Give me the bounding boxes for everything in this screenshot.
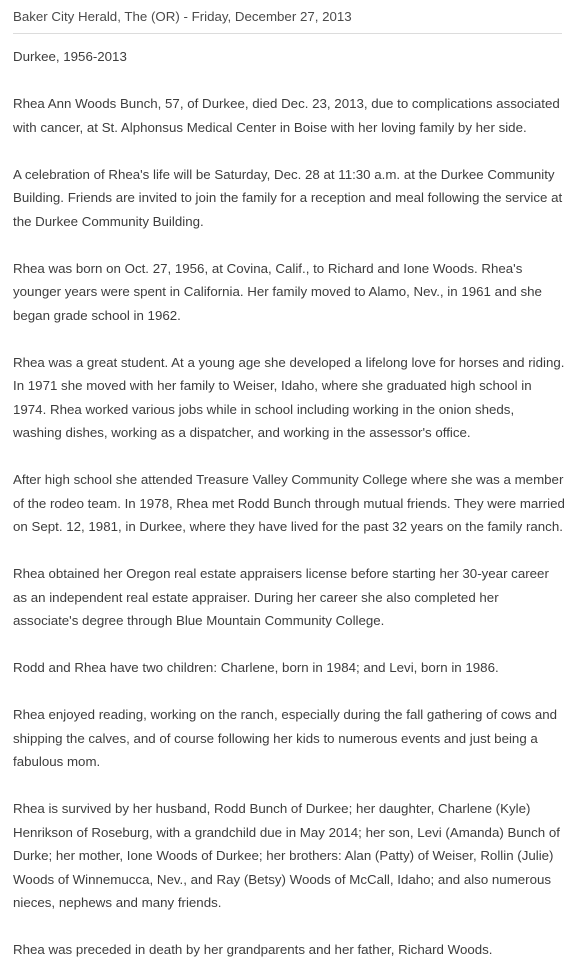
- obituary-paragraph: After high school she attended Treasure Valley Community College where she was a member of the rodeo team. In 1978, Rhea met Rodd Bunch through mutual friends. They were married on Sept. 12, 1981, in Durkee, where they have lived for the past 32 years on the family ranch.: [13, 472, 565, 534]
- obituary-paragraph: Rhea Ann Woods Bunch, 57, of Durkee, died Dec. 23, 2013, due to complications associated with cancer, at St. Alphonsus Medical Center in Boise with her loving family by her side.: [13, 96, 560, 135]
- obituary-paragraph: Rhea enjoyed reading, working on the ranch, especially during the fall gathering of cows and shipping the calves, and of course following her kids to numerous events and just being a fabulous mom.: [13, 707, 558, 769]
- obituary-paragraph: A celebration of Rhea's life will be Saturday, Dec. 28 at 11:30 a.m. at the Durkee Community Building. Friends are invited to join the family for a reception and meal following the service at the Durkee Community Building.: [13, 166, 563, 229]
- obituary-paragraph: Rodd and Rhea have two children: Charlene, born in 1984; and Levi, born in 1986.: [13, 660, 499, 675]
- obituary-subtitle: Durkee, 1956-2013: [13, 49, 127, 64]
- obituary-paragraph: Rhea obtained her Oregon real estate appraisers license before starting her 30-year career as an independent real estate appraiser. During her career she also completed her associate's degree through Blue Mountain Community College.: [13, 566, 549, 628]
- obituary-paragraph: Rhea was preceded in death by her grandparents and her father, Richard Woods.: [13, 942, 493, 957]
- obituary-paragraph: Rhea was a great student. At a young age she developed a lifelong love for horses and riding. In 1971 she moved with her family to Weiser, Idaho, where she graduated high school in 1974. Rhea worked various jobs while in school including working in the onion sheds, washing dishes, working as a dispatcher, and working in the assessor's office.: [13, 354, 565, 440]
- obituary-paragraph: Rhea was born on Oct. 27, 1956, at Covina, Calif., to Richard and Ione Woods. Rhea's younger years were spent in California. Her family moved to Alamo, Nev., in 1961 and she began grade school in 1962.: [13, 260, 542, 323]
- publication-source: Baker City Herald, The (OR) - Friday, December 27, 2013: [13, 5, 562, 34]
- obituary-paragraph: Rhea is survived by her husband, Rodd Bunch of Durkee; her daughter, Charlene (Kyle) Henrikson of Roseburg, with a grandchild due in May 2014; her son, Levi (Amanda) Bunch of Durke; her mother, Ione Woods of Durkee; her brothers: Alan (Patty) of Weiser, Rollin (Julie) Woods of Winnemucca, Nev., and Ray (Betsy) Woods of McCall, Idaho; and also numerous nieces, nephews and many friends.: [13, 801, 560, 910]
